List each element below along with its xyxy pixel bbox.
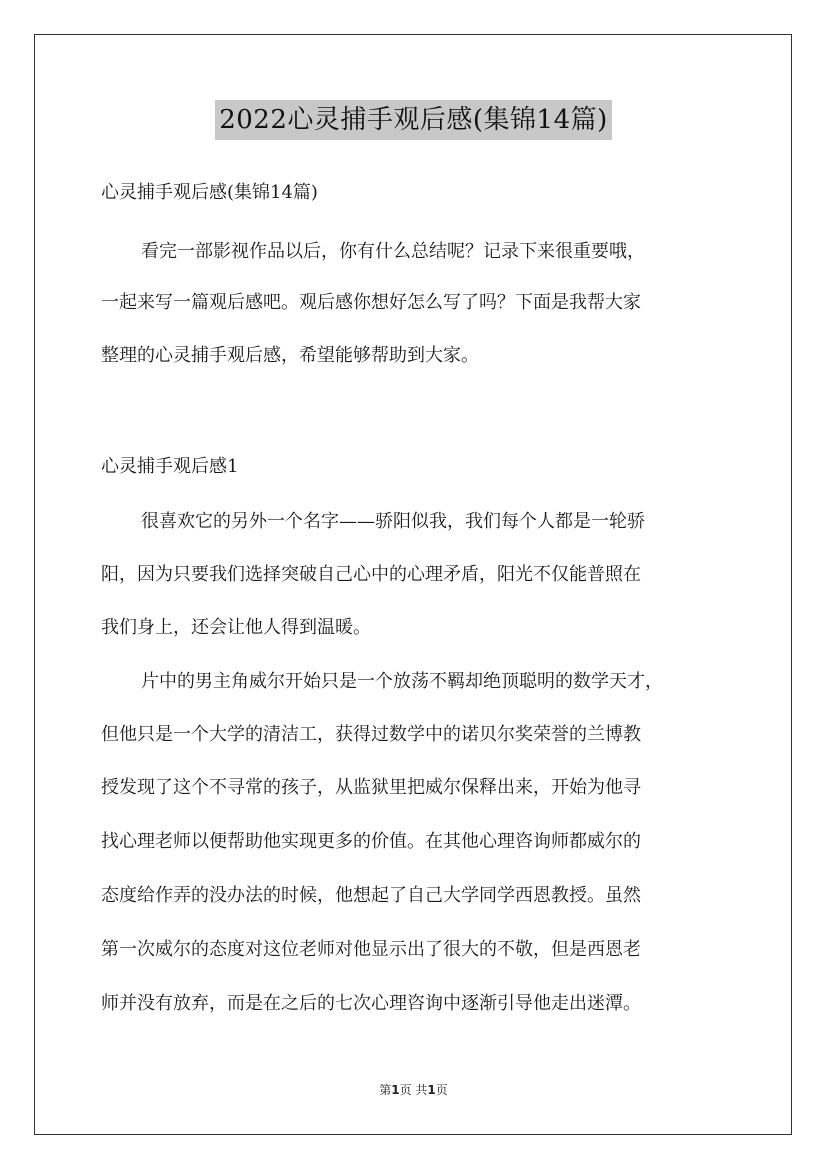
document-title: 2022心灵捕手观后感(集锦14篇) bbox=[215, 100, 612, 140]
footer-page-suffix: 页 bbox=[435, 1083, 448, 1097]
document-subtitle: 心灵捕手观后感(集锦14篇) bbox=[101, 182, 318, 203]
paragraph-line: 阳，因为只要我们选择突破自己心中的心理矛盾，阳光不仅能普照在 bbox=[101, 564, 641, 585]
intro-line: 看完一部影视作品以后，你有什么总结呢？记录下来很重要哦， bbox=[141, 241, 645, 262]
paragraph-line: 第一次威尔的态度对这位老师对他显示出了很大的不敬，但是西恩老 bbox=[101, 939, 641, 960]
paragraph-line: 我们身上，还会让他人得到温暖。 bbox=[101, 617, 371, 638]
paragraph-line: 师并没有放弃，而是在之后的七次心理咨询中逐渐引导他走出迷潭。 bbox=[101, 993, 641, 1014]
intro-line: 整理的心灵捕手观后感，希望能够帮助到大家。 bbox=[101, 345, 479, 366]
paragraph-line: 但他只是一个大学的清洁工，获得过数学中的诺贝尔奖荣誉的兰博教 bbox=[101, 724, 641, 745]
footer-page-mid: 页 共 bbox=[399, 1083, 428, 1097]
footer-page-current: 1 bbox=[391, 1083, 400, 1097]
paragraph-line: 找心理老师以便帮助他实现更多的价值。在其他心理咨询师都威尔的 bbox=[101, 831, 641, 852]
page-footer bbox=[0, 1082, 827, 1098]
paragraph-line: 很喜欢它的另外一个名字——骄阳似我，我们每个人都是一轮骄 bbox=[141, 511, 645, 532]
intro-line: 一起来写一篇观后感吧。观后感你想好怎么写了吗？下面是我帮大家 bbox=[101, 292, 641, 313]
paragraph-line: 片中的男主角威尔开始只是一个放荡不羁却绝顶聪明的数学天才， bbox=[141, 671, 663, 692]
footer-page-prefix: 第 bbox=[379, 1083, 392, 1097]
paragraph-line: 态度给作弄的没办法的时候，他想起了自己大学同学西恩教授。虽然 bbox=[101, 885, 641, 906]
paragraph-line: 授发现了这个不寻常的孩子，从监狱里把威尔保释出来，开始为他寻 bbox=[101, 777, 641, 798]
footer-page-total: 1 bbox=[427, 1083, 436, 1097]
title-container bbox=[0, 100, 827, 140]
section-heading: 心灵捕手观后感1 bbox=[101, 456, 239, 477]
